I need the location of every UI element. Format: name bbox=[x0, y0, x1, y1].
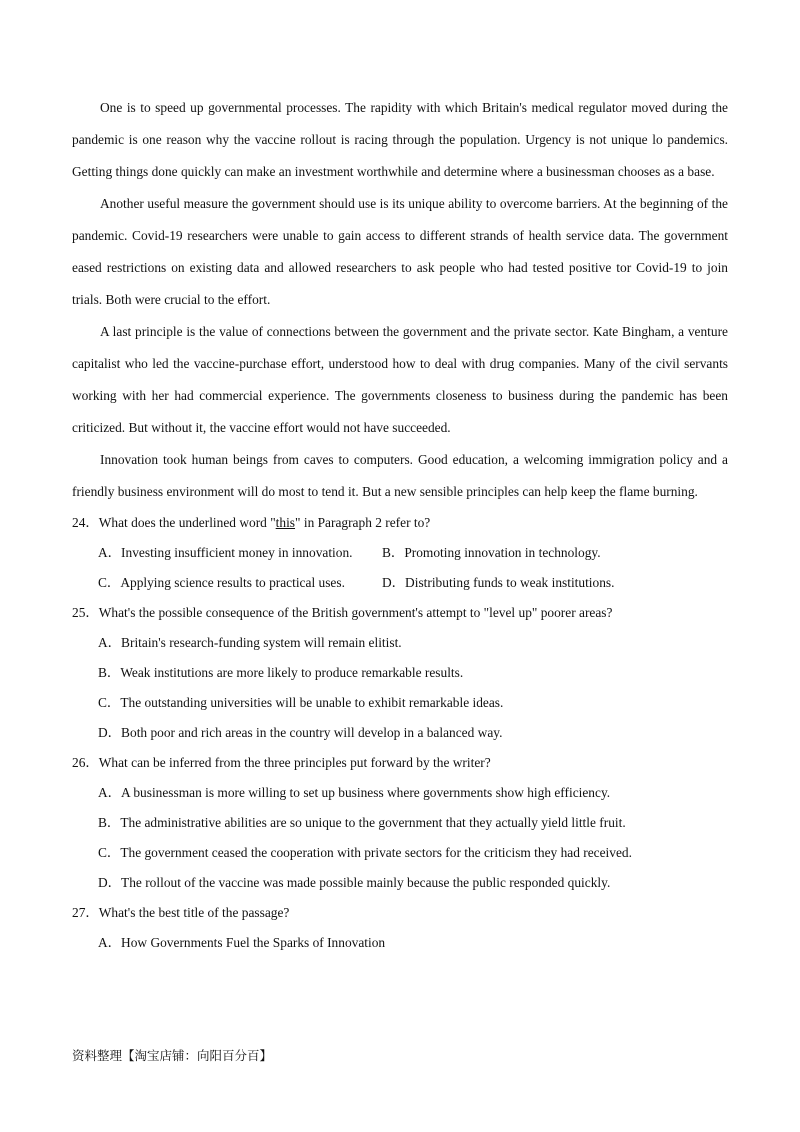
question-26-option-a: A．A businessman is more willing to set up business where governments show high efficiency. bbox=[98, 785, 611, 800]
question-26-option-d: D．The rollout of the vaccine was made possible mainly because the public responded quickly. bbox=[98, 875, 611, 890]
question-25-option-b: B．Weak institutions are more likely to produce remarkable results. bbox=[98, 665, 464, 680]
question-26-option-b: B．The administrative abilities are so unique to the government that they actually yield little fruit. bbox=[98, 815, 626, 830]
question-24-options-row-2 bbox=[72, 568, 728, 598]
question-24-option-b: B．Promoting innovation in technology. bbox=[382, 545, 601, 560]
question-27-stem: 27．What's the best title of the passage? bbox=[72, 905, 290, 920]
page-footer: 资料整理【淘宝店铺：向阳百分百】 bbox=[72, 1048, 273, 1063]
question-24-stem: 24．What does the underlined word "this" in Paragraph 2 refer to? bbox=[72, 515, 431, 530]
underlined-word: this bbox=[275, 515, 296, 530]
question-26-option-c: C．The government ceased the cooperation with private sectors for the criticism they had received. bbox=[98, 845, 632, 860]
paragraph-4: Innovation took human beings from caves to computers. Good education, a welcoming immigration policy and a friendly business environment will do most to tend it. But a new sensible principles can help keep the flame burning. bbox=[72, 452, 728, 499]
question-25-option-a: A．Britain's research-funding system will remain elitist. bbox=[98, 635, 402, 650]
question-24-option-c: C．Applying science results to practical uses. bbox=[98, 575, 345, 590]
question-26-stem: 26．What can be inferred from the three principles put forward by the writer? bbox=[72, 755, 491, 770]
question-25-option-d: D．Both poor and rich areas in the country will develop in a balanced way. bbox=[98, 725, 503, 740]
question-25-stem: 25．What's the possible consequence of the British government's attempt to "level up" poorer areas? bbox=[72, 605, 613, 620]
paragraph-2: Another useful measure the government should use is its unique ability to overcome barriers. At the beginning of the pandemic. Covid-19 researchers were unable to gain access to different strands of health service data. The government eased restrictions on existing data and allowed researchers to ask people who had tested positive tor Covid-19 to join trials. Both were crucial to the effort. bbox=[72, 196, 728, 307]
question-24-option-d: D．Distributing funds to weak institutions. bbox=[382, 575, 615, 590]
paragraph-3: A last principle is the value of connections between the government and the private sector. Kate Bingham, a venture capitalist who led the vaccine-purchase effort, understood how to deal with drug companies. Many of the civil servants working with her had commercial experience. The governments closeness to business during the pandemic has been criticized. But without it, the vaccine effort would not have succeeded. bbox=[72, 324, 728, 435]
document-body bbox=[72, 92, 728, 958]
question-25-option-c: C．The outstanding universities will be unable to exhibit remarkable ideas. bbox=[98, 695, 504, 710]
question-27-option-a: A．How Governments Fuel the Sparks of Innovation bbox=[98, 935, 386, 950]
question-24-option-a: A．Investing insufficient money in innovation. bbox=[98, 545, 353, 560]
question-24-options-row-1 bbox=[72, 538, 728, 568]
paragraph-1: One is to speed up governmental processes. The rapidity with which Britain's medical regulator moved during the pandemic is one reason why the vaccine rollout is racing through the population. Urgency is not unique lo pandemics. Getting things done quickly can make an investment worthwhile and determine where a businessman chooses as a base. bbox=[72, 100, 728, 179]
